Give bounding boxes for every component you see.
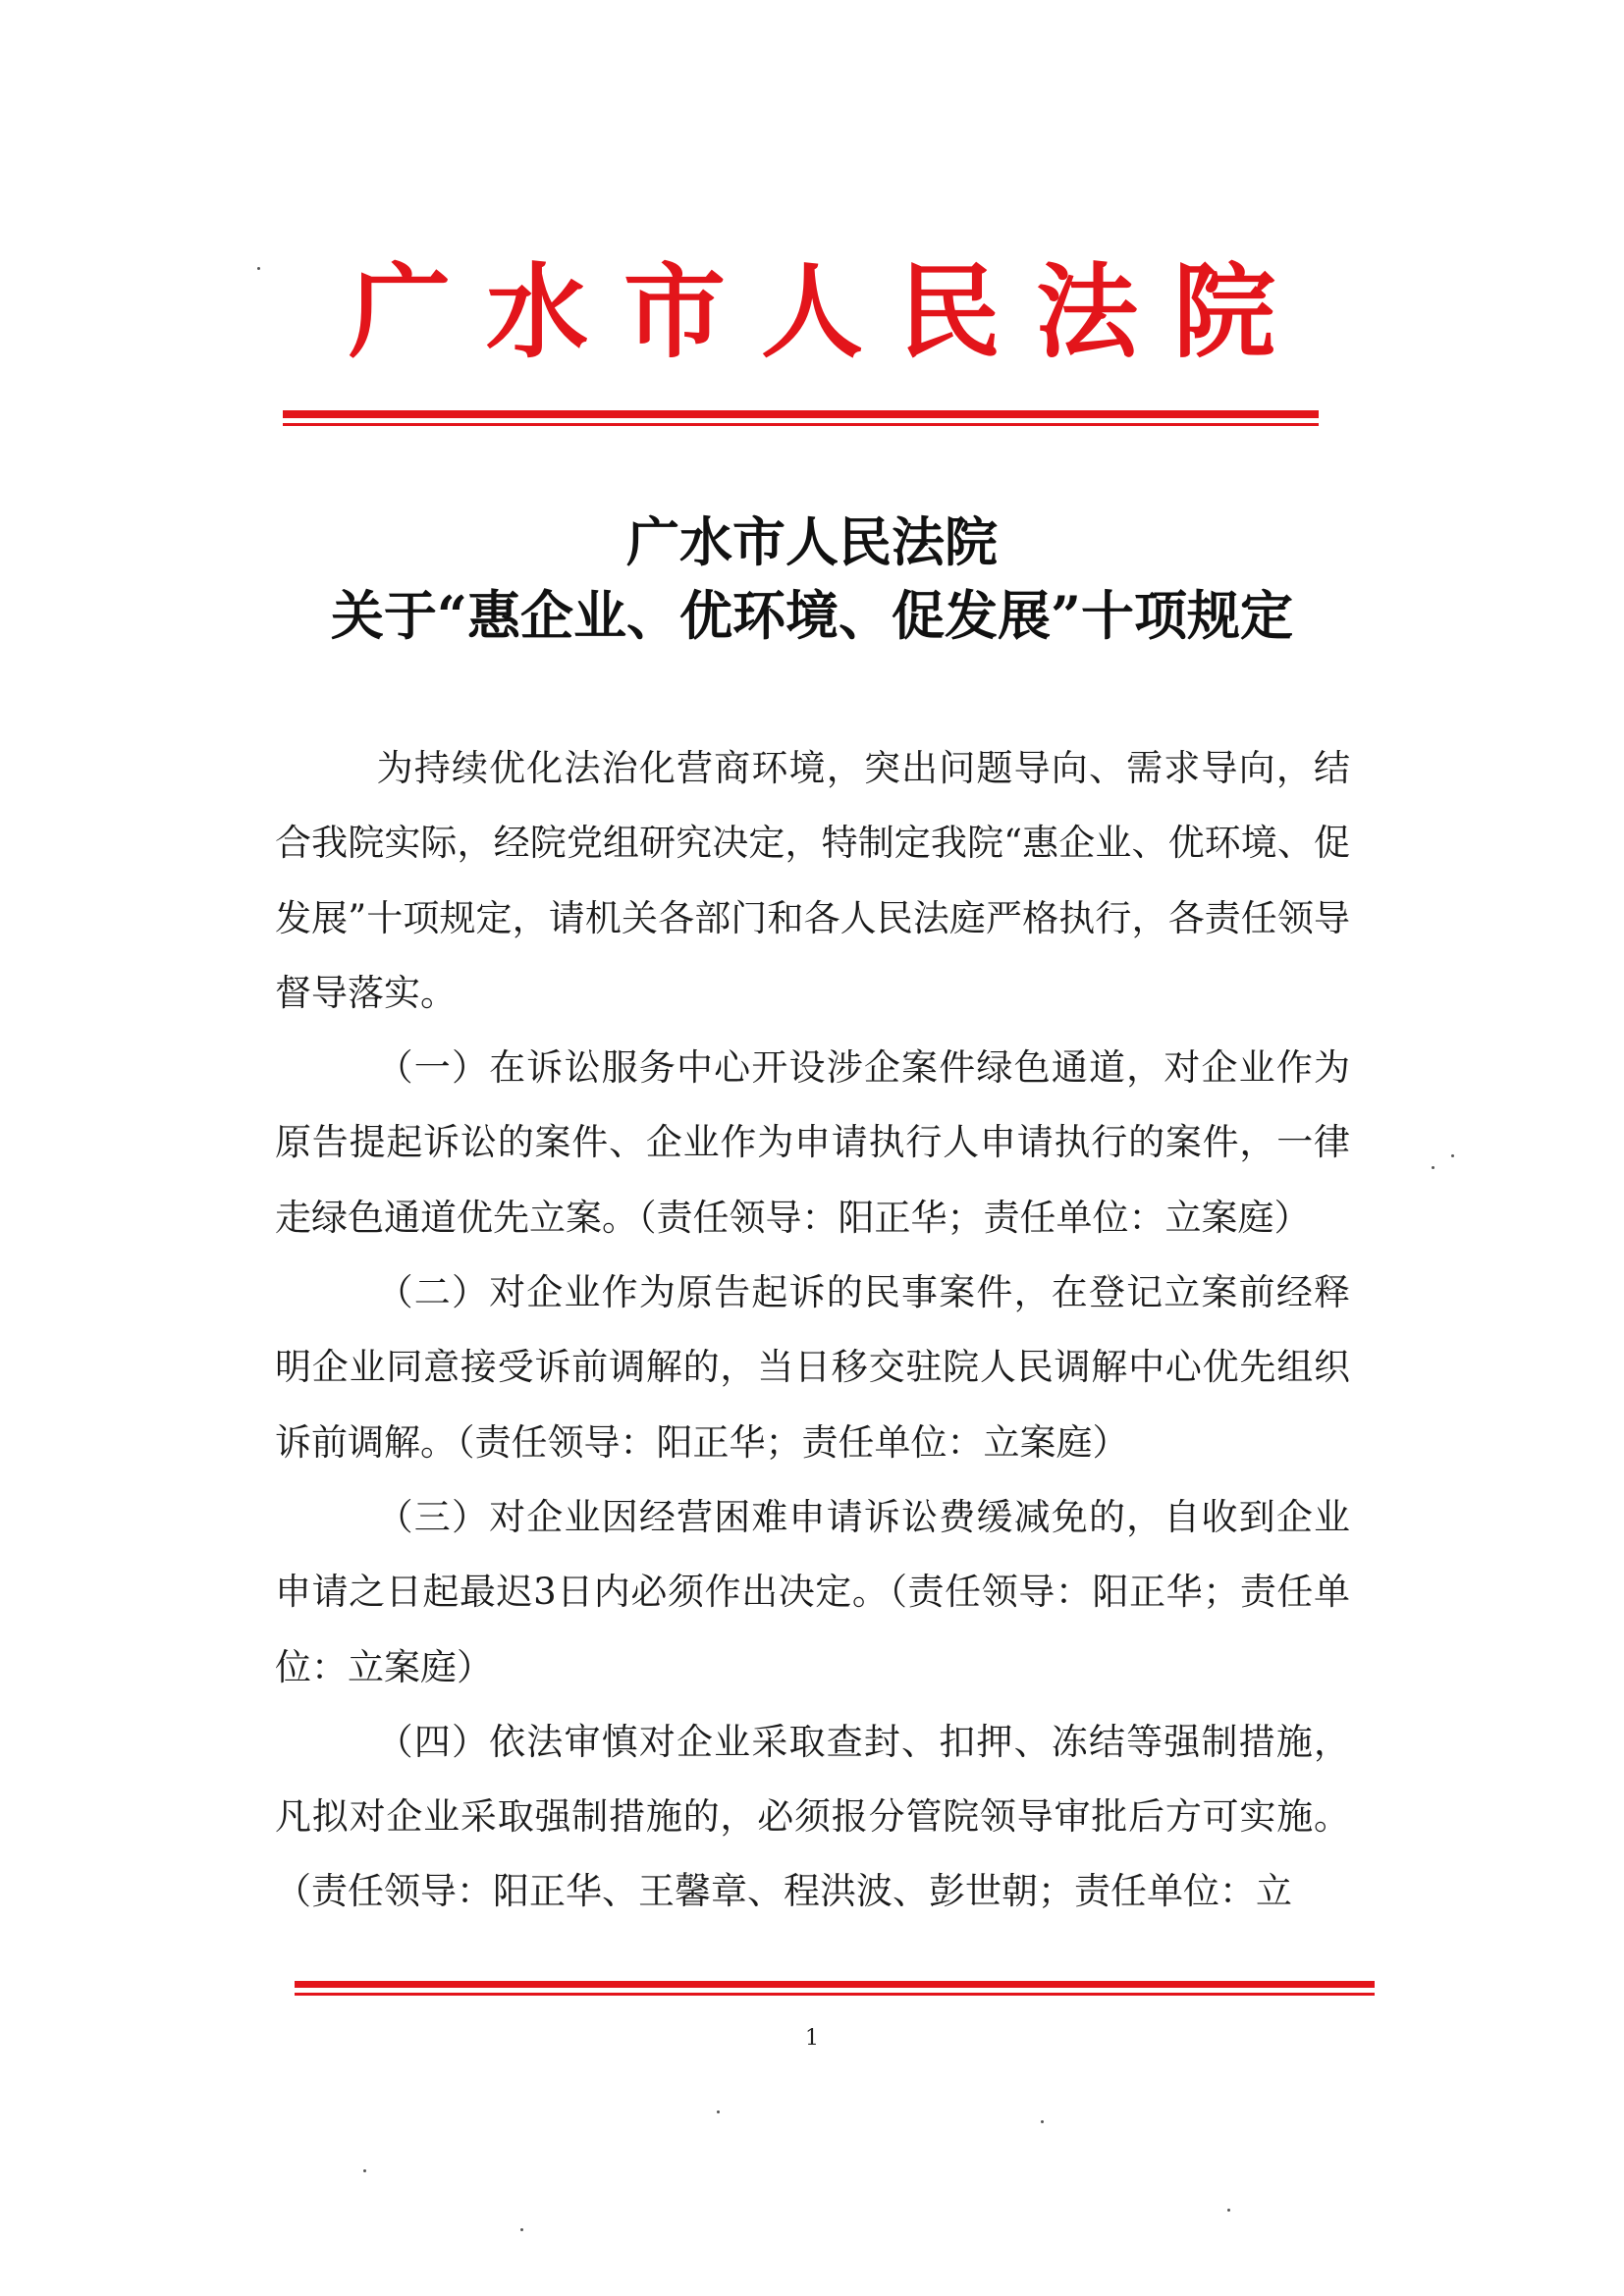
scan-speck <box>363 2169 366 2172</box>
document-body <box>275 731 1350 1930</box>
letterhead-red-rule <box>283 410 1319 426</box>
document-title-line-2: 关于“惠企业、优环境、促发展”十项规定 <box>330 584 1294 647</box>
paragraph-intro: 为持续优化法治化营商环境，突出问题导向、需求导向，结合我院实际，经院党组研究决定，特制定我院“惠企业、优环境、促发展”十项规定，请机关各部门和各人民法庭严格执行，各责任领导督导落实。 <box>275 747 1350 1014</box>
scan-speck <box>1432 1166 1435 1169</box>
scan-speck <box>1227 2209 1230 2212</box>
footer-red-rule <box>295 1981 1375 1996</box>
scan-speck <box>520 2228 523 2231</box>
scan-speck <box>257 267 260 270</box>
paragraph-item-1: （一）在诉讼服务中心开设涉企案件绿色通道，对企业作为原告提起诉讼的案件、企业作为申请执行人申请执行的案件，一律走绿色通道优先立案。（责任领导：阳正华；责任单位：立案庭） <box>275 1046 1350 1239</box>
paragraph-item-4: （四）依法审慎对企业采取查封、扣押、冻结等强制措施，凡拟对企业采取强制措施的，必须报分管院领导审批后方可实施。（责任领导：阳正华、王馨章、程洪波、彭世朝；责任单位：立 <box>275 1720 1350 1913</box>
scan-speck <box>717 2110 720 2113</box>
letterhead-org-name: 广水市人民法院 <box>348 251 1311 372</box>
page-number: 1 <box>805 2026 819 2051</box>
paragraph-item-3: （三）对企业因经营困难申请诉讼费缓减免的，自收到企业申请之日起最迟3日内必须作出决定。（责任领导：阳正华；责任单位：立案庭） <box>275 1495 1350 1688</box>
scan-speck <box>1041 2120 1044 2123</box>
scan-speck <box>1451 1154 1454 1157</box>
document-title-line-1: 广水市人民法院 <box>626 510 998 573</box>
paragraph-item-2: （二）对企业作为原告起诉的民事案件，在登记立案前经释明企业同意接受诉前调解的，当日移交驻院人民调解中心优先组织诉前调解。（责任领导：阳正华；责任单位：立案庭） <box>275 1271 1350 1464</box>
